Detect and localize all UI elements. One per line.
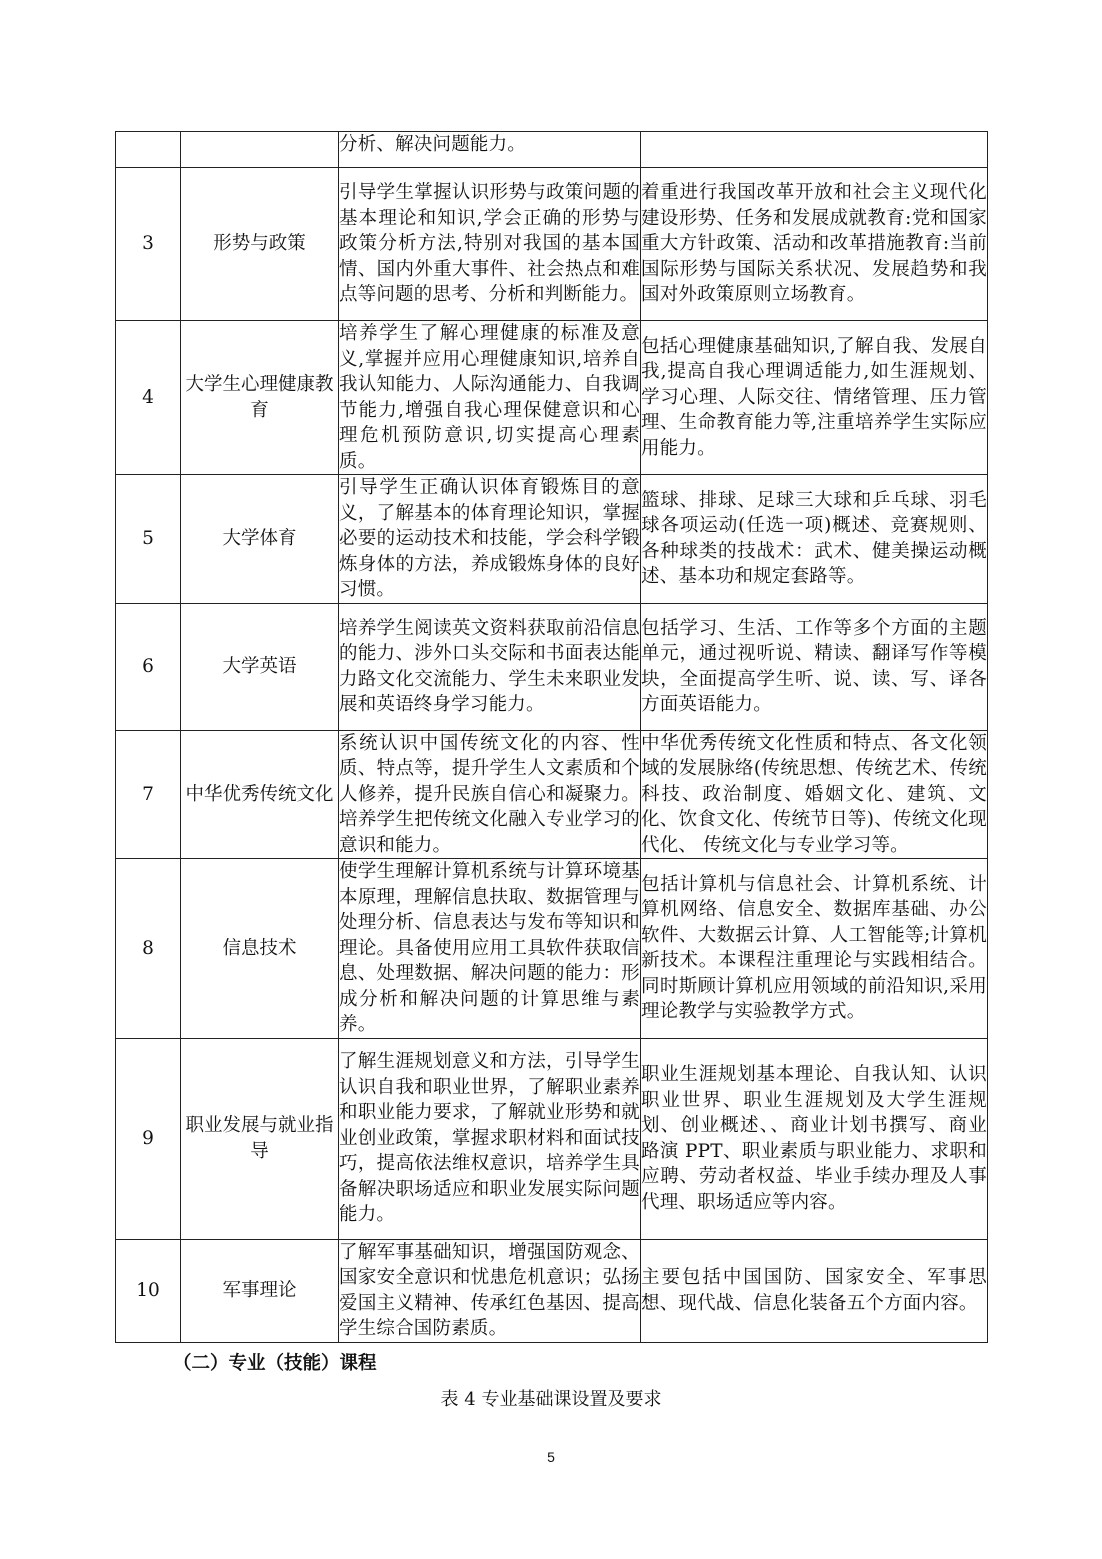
course-name: 大学生心理健康教育	[181, 321, 339, 475]
table-row	[116, 730, 988, 859]
course-goal: 使学生理解计算机系统与计算环境基本原理，理解信息扶取、数据管理与处理分析、信息表达与发布等知识和理论。具备使用应用工具软件获取信息、处理数据、解决问题的能力：形成分析和解决问题的计算思维与素养。	[339, 859, 641, 1039]
course-content: 职业生涯规划基本理论、自我认知、认识职业世界、职业生涯规划及大学生涯规划、创业概述、、商业计划书撰写、商业路演 PPT、职业素质与职业能力、求职和应聘、劳动者权益、毕业手续办理及人事代理、职场适应等内容。	[641, 1038, 988, 1239]
section-heading: （二）专业（技能）课程	[173, 1353, 377, 1374]
table-row	[116, 475, 988, 604]
table-row	[116, 1038, 988, 1239]
course-goal: 培养学生阅读英文资料获取前沿信息的能力、涉外口头交际和书面表达能力路文化交流能力、学生未来职业发展和英语终身学习能力。	[339, 603, 641, 730]
course-number: 8	[116, 859, 181, 1039]
course-content: 包括学习、生活、工作等多个方面的主题单元，通过视听说、精读、翻译写作等模块，全面提高学生听、说、读、写、译各方面英语能力。	[641, 603, 988, 730]
course-name	[181, 132, 339, 168]
course-goal: 引导学生掌握认识形势与政策问题的基本理论和知识,学会正确的形势与政策分析方法,特别对我国的基本国情、国内外重大事件、社会热点和难点等问题的思考、分析和判断能力。	[339, 168, 641, 321]
table-row	[116, 603, 988, 730]
course-content: 包括心理健康基础知识,了解自我、发展自我,提高自我心理调适能力,如生涯规划、学习心理、人际交往、情绪管理、压力管理、生命教育能力等,注重培养学生实际应用能力。	[641, 321, 988, 475]
course-content: 中华优秀传统文化性质和特点、各文化领域的发展脉络(传统思想、传统艺术、传统科技、政治制度、婚姻文化、建筑、文化、饮食文化、传统节日等)、传统文化现代化、 传统文化与专业学习等。	[641, 730, 988, 859]
table-row	[116, 859, 988, 1039]
course-number: 9	[116, 1038, 181, 1239]
course-content	[641, 132, 988, 168]
course-name: 形势与政策	[181, 168, 339, 321]
course-number: 6	[116, 603, 181, 730]
course-name: 中华优秀传统文化	[181, 730, 339, 859]
table-row	[116, 132, 988, 168]
course-goal: 了解生涯规划意义和方法，引导学生认识自我和职业世界，了解职业素养和职业能力要求，了解就业形势和就业创业政策，掌握求职材料和面试技巧，提高依法维权意识，培养学生具备解决职场适应和职业发展实际问题能力。	[339, 1038, 641, 1239]
course-name: 职业发展与就业指导	[181, 1038, 339, 1239]
course-number: 3	[116, 168, 181, 321]
course-content: 主要包括中国国防、国家安全、军事思想、现代战、信息化装备五个方面内容。	[641, 1239, 988, 1342]
table-row	[116, 321, 988, 475]
table-row	[116, 168, 988, 321]
course-number	[116, 132, 181, 168]
course-goal: 培养学生了解心理健康的标准及意义,掌握并应用心理健康知识,培养自我认知能力、人际沟通能力、自我调节能力,增强自我心理保健意识和心理危机预防意识,切实提高心理素质。	[339, 321, 641, 475]
course-goal: 引导学生正确认识体育锻炼目的意义，了解基本的体育理论知识，掌握必要的运动技术和技能，学会科学锻炼身体的方法，养成锻炼身体的良好习惯。	[339, 475, 641, 604]
course-number: 5	[116, 475, 181, 604]
course-name: 大学体育	[181, 475, 339, 604]
page-number: 5	[547, 1449, 555, 1465]
course-number: 10	[116, 1239, 181, 1342]
course-goal: 系统认识中国传统文化的内容、性质、特点等，提升学生人文素质和个人修养，提升民族自信心和凝聚力。培养学生把传统文化融入专业学习的意识和能力。	[339, 730, 641, 859]
course-content: 着重进行我国改革开放和社会主义现代化建设形势、任务和发展成就教育:党和国家重大方针政策、活动和改革措施教育:当前国际形势与国际关系状况、发展趋势和我国对外政策原则立场教育。	[641, 168, 988, 321]
course-name: 军事理论	[181, 1239, 339, 1342]
course-number: 7	[116, 730, 181, 859]
course-content: 包括计算机与信息社会、计算机系统、计算机网络、信息安全、数据库基础、办公软件、大数据云计算、人工智能等;计算机新技术。本课程注重理论与实践相结合。同时斯顾计算机应用领域的前沿知识,采用理论教学与实验教学方式。	[641, 859, 988, 1039]
course-goal: 了解军事基础知识，增强国防观念、国家安全意识和忧患危机意识；弘扬爱国主义精神、传承红色基因、提高学生综合国防素质。	[339, 1239, 641, 1342]
course-table	[115, 131, 988, 1343]
course-content: 篮球、排球、足球三大球和乒乓球、羽毛球各项运动(任选一项)概述、竞赛规则、各种球类的技战术：武术、健美操运动概述、基本功和规定套路等。	[641, 475, 988, 604]
table-row	[116, 1239, 988, 1342]
course-number: 4	[116, 321, 181, 475]
table-caption: 表 4 专业基础课设置及要求	[440, 1389, 662, 1410]
course-name: 大学英语	[181, 603, 339, 730]
course-goal: 分析、解决问题能力。	[339, 132, 641, 168]
course-name: 信息技术	[181, 859, 339, 1039]
